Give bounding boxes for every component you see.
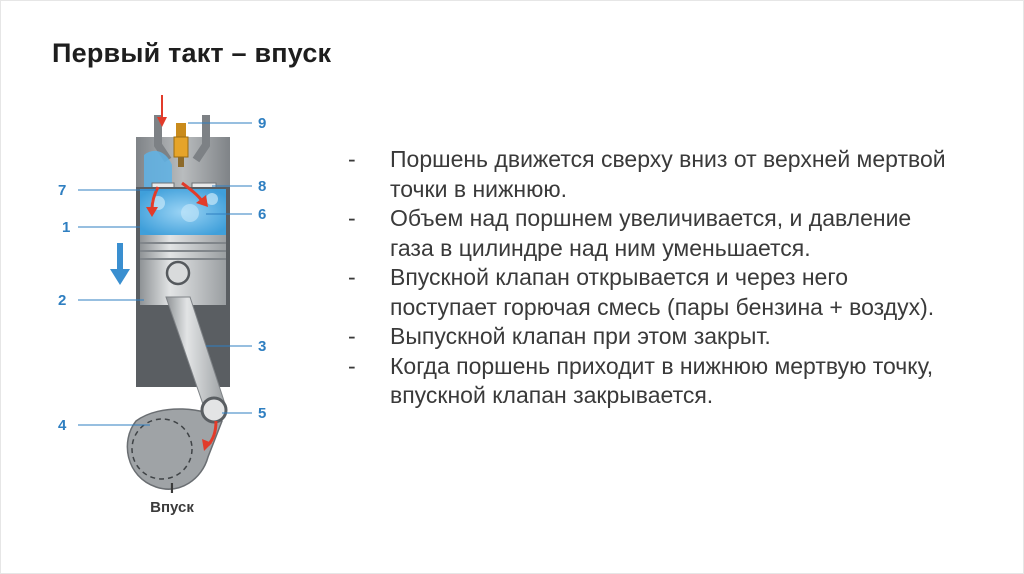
list-item bbox=[348, 352, 948, 411]
callout-9: 9 bbox=[258, 115, 267, 132]
bullet-dash: - bbox=[348, 323, 356, 349]
bullet-text: Впускной клапан открывается и через него поступает горючая смесь (пары бензина + воздух). bbox=[390, 264, 935, 320]
engine-intake-diagram bbox=[40, 85, 340, 535]
callout-2: 2 bbox=[58, 292, 67, 309]
callout-5: 5 bbox=[258, 405, 267, 422]
piston bbox=[140, 235, 226, 305]
list-item bbox=[348, 263, 948, 322]
stroke-numeral: I bbox=[169, 480, 175, 497]
list-item bbox=[348, 322, 948, 352]
callout-7: 7 bbox=[58, 182, 67, 199]
callout-3: 3 bbox=[258, 338, 267, 355]
callout-1: 1 bbox=[62, 219, 71, 236]
bullet-text: Выпускной клапан при этом закрыт. bbox=[390, 323, 771, 349]
slide-title: Первый такт – впуск bbox=[52, 38, 332, 68]
bullet-text: Поршень движется сверху вниз от верхней мертвой точки в нижнюю. bbox=[390, 146, 946, 202]
bullet-list bbox=[348, 145, 948, 411]
diagram-caption bbox=[132, 479, 212, 517]
bullet-text: Объем над поршнем увеличивается, и давление газа в цилиндре над ним уменьшается. bbox=[390, 205, 912, 261]
list-item bbox=[348, 204, 948, 263]
bullet-dash: - bbox=[348, 205, 356, 231]
stroke-name: Впуск bbox=[150, 499, 194, 516]
callout-6: 6 bbox=[258, 206, 267, 223]
bullet-dash: - bbox=[348, 146, 356, 172]
bullet-dash: - bbox=[348, 264, 356, 290]
list-item bbox=[348, 145, 948, 204]
callout-8: 8 bbox=[258, 178, 267, 195]
callout-4: 4 bbox=[58, 417, 67, 434]
bullet-text: Когда поршень приходит в нижнюю мертвую точку, впускной клапан закрывается. bbox=[390, 352, 934, 408]
bullet-dash: - bbox=[348, 352, 356, 379]
